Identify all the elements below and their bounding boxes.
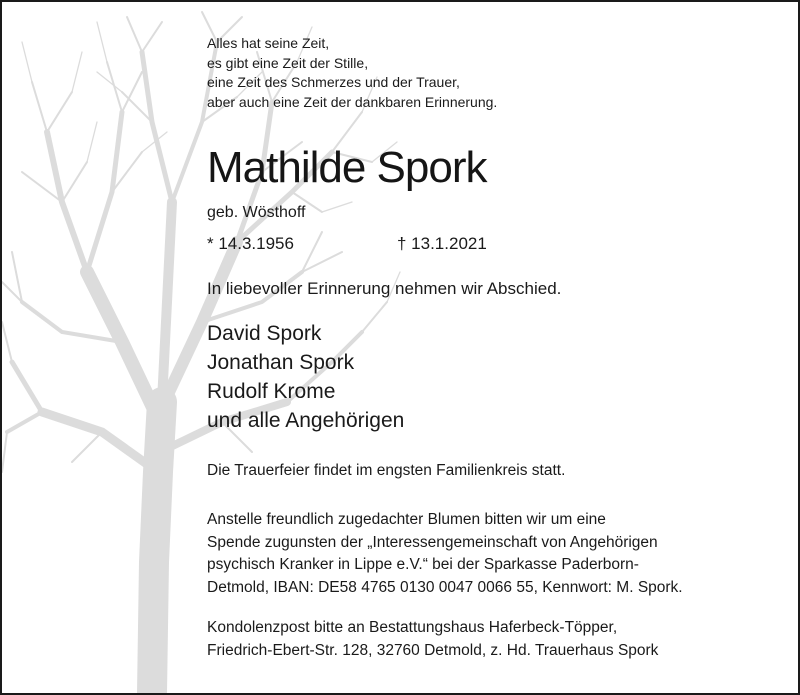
funeral-note: Die Trauerfeier findet im engsten Familienkreis statt. <box>207 462 566 479</box>
donation-line: Spende zugunsten der „Interessengemeinschaft von Angehörigen <box>207 533 658 551</box>
death-date: † 13.1.2021 <box>397 234 487 253</box>
mourner: David Spork <box>207 322 322 345</box>
donation-note <box>207 509 683 599</box>
condolence-note <box>207 617 658 662</box>
donation-line: Detmold, IBAN: DE58 4765 0130 0047 0066 55, Kennwort: M. Spork. <box>207 578 683 596</box>
donation-line: psychisch Kranker in Lippe e.V.“ bei der Sparkasse Paderborn- <box>207 556 639 573</box>
condolence-line: Friedrich-Ebert-Str. 128, 32760 Detmold, z. Hd. Trauerhaus Spork <box>207 641 659 659</box>
poem-line: es gibt eine Zeit der Stille, <box>207 54 369 71</box>
farewell-text: In liebevoller Erinnerung nehmen wir Abschied. <box>207 279 562 298</box>
mourner: Rudolf Krome <box>207 380 336 403</box>
poem-line: eine Zeit des Schmerzes und der Trauer, <box>207 74 460 90</box>
poem-line: Alles hat seine Zeit, <box>207 35 330 51</box>
deceased-name: Mathilde Spork <box>207 143 487 192</box>
donation-line: Anstelle freundlich zugedachter Blumen bitten wir um eine <box>207 511 606 528</box>
condolence-line: Kondolenzpost bitte an Bestattungshaus Haferbeck-Töpper, <box>207 619 618 636</box>
mourners-list <box>207 319 404 435</box>
mourner: und alle Angehörigen <box>207 409 405 432</box>
poem-line: aber auch eine Zeit der dankbaren Erinnerung. <box>207 93 498 110</box>
birth-date: * 14.3.1956 <box>207 234 294 253</box>
poem <box>207 34 497 112</box>
maiden-name: geb. Wösthoff <box>207 204 306 221</box>
mourner: Jonathan Spork <box>207 351 355 374</box>
